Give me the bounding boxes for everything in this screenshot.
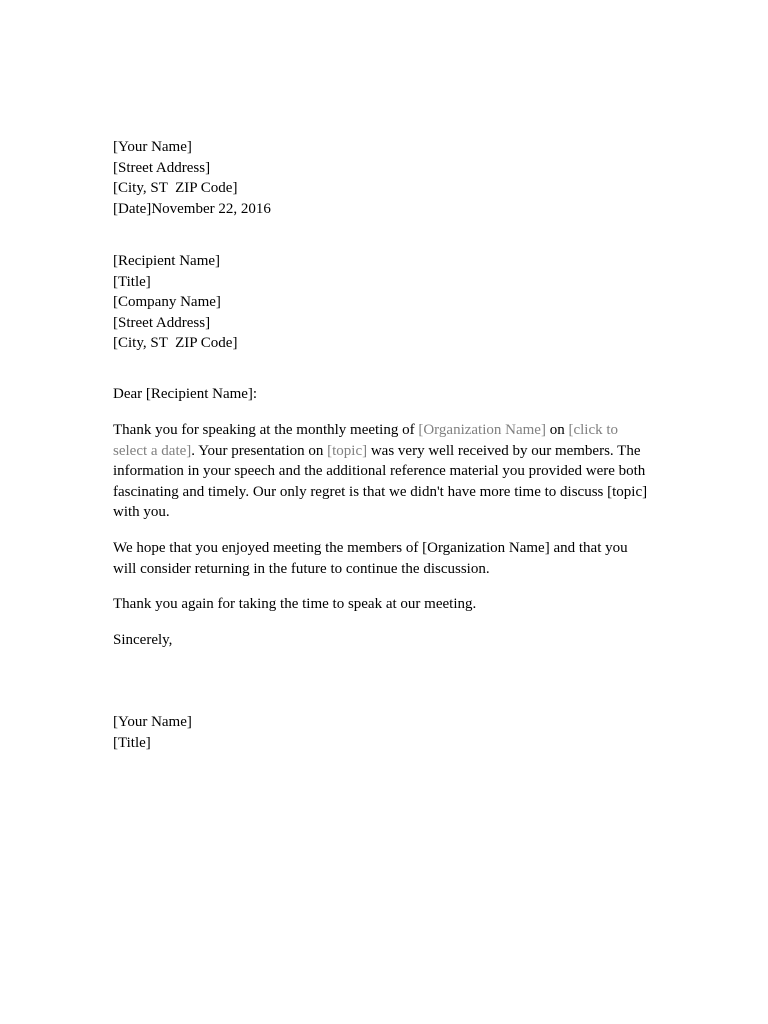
paragraph-line: We hope that you enjoyed meeting the members of [Organization Name] and that you — [113, 540, 628, 556]
topic-placeholder: [topic] — [327, 442, 368, 459]
sender-name: [Your Name] — [113, 139, 192, 155]
body-paragraph-3 — [113, 594, 476, 615]
signature-title: [Title] — [113, 734, 151, 751]
signature-block — [113, 712, 192, 753]
sender-address-block — [113, 137, 271, 219]
paragraph-text: was very well received by our members. The — [367, 442, 641, 459]
paragraph-line — [113, 441, 647, 462]
paragraph-text: Thank you for speaking at the monthly meeting of — [113, 422, 419, 438]
body-paragraph-1 — [113, 420, 647, 523]
paragraph-text: . Your presentation on — [191, 442, 328, 459]
organization-name-placeholder: [Organization Name] — [418, 422, 546, 438]
paragraph-text: on — [545, 422, 569, 438]
recipient-city-state-zip: [City, ST ZIP Code] — [113, 335, 238, 351]
paragraph-line: information in your speech and the additional reference material you provided were both — [113, 463, 646, 479]
paragraph-line: Thank you again for taking the time to speak at our meeting. — [113, 596, 477, 612]
date-picker-placeholder: [click to — [568, 422, 619, 438]
salutation-block — [113, 384, 257, 405]
recipient-company-name: [Company Name] — [113, 294, 221, 310]
sender-street-address: [Street Address] — [113, 159, 211, 176]
letter-date: November 22, 2016 — [151, 200, 271, 217]
recipient-title: [Title] — [113, 273, 151, 290]
paragraph-line: with you. — [113, 504, 170, 520]
sender-city-state-zip: [City, ST ZIP Code] — [113, 180, 238, 196]
salutation: Dear [Recipient Name]: — [113, 386, 258, 402]
date-placeholder: [Date] — [113, 200, 152, 217]
paragraph-line: fascinating and timely. Our only regret is that we didn't have more time to discuss [topic] — [113, 483, 648, 500]
letter-date-line — [113, 199, 271, 220]
paragraph-line — [113, 420, 647, 441]
recipient-address-block — [113, 251, 237, 354]
recipient-name: [Recipient Name] — [113, 253, 221, 269]
body-paragraph-2 — [113, 538, 628, 579]
signature-name: [Your Name] — [113, 714, 192, 730]
closing-block — [113, 630, 172, 651]
date-picker-placeholder: select a date] — [113, 442, 192, 459]
recipient-street-address: [Street Address] — [113, 314, 211, 331]
paragraph-line: will consider returning in the future to continue the discussion. — [113, 560, 490, 577]
closing: Sincerely, — [113, 632, 173, 648]
